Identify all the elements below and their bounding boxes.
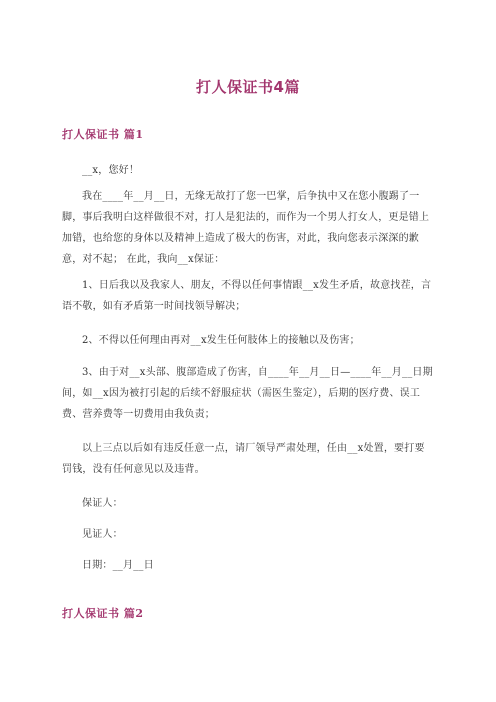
consequence-paragraph: 以上三点以后如有违反任意一点，请厂领导严肃处理，任由__x处置，要打要罚钱，没有任何意见以及违背。 (62, 443, 425, 475)
section-heading-2: 打人保证书 篇2 (62, 607, 144, 620)
guarantor-line: 保证人： (82, 498, 123, 509)
section-heading-1: 打人保证书 篇1 (62, 128, 144, 141)
statement-paragraph: 我在____年__月__日，无缘无故打了您一巴掌，后争执中又在您小腹踢了一脚，事后我明白这样做很不对，打人是犯法的，而作为一个男人打女人，更是错上加错，也给您的身体以及精神上造成了极大的伤害，对此，我向您表示深深的歉意，对不起； 在此，我向__x保证： (62, 191, 430, 265)
document-title: 打人保证书4篇 (196, 78, 300, 96)
greeting-paragraph: __x，您好！ (82, 165, 140, 176)
date-line: 日期：__月__日 (82, 560, 154, 571)
witness-line: 见证人： (82, 529, 123, 540)
promise-item-3: 3、由于对__x头部、腹部造成了伤害，自____年__月__日—____年__月__日期间，如__x因为被打引起的后续不舒服症状（需医生鉴定），后期的医疗费、误工费、营养费等一切费用由我负责； (62, 367, 433, 420)
promise-item-2: 2、不得以任何理由再对__x发生任何肢体上的接触以及伤害； (82, 335, 360, 346)
promise-item-1: 1、日后我以及我家人、朋友，不得以任何事情跟__x发生矛盾，故意找茬，言语不敬，如有矛盾第一时间找领导解决； (62, 280, 432, 312)
